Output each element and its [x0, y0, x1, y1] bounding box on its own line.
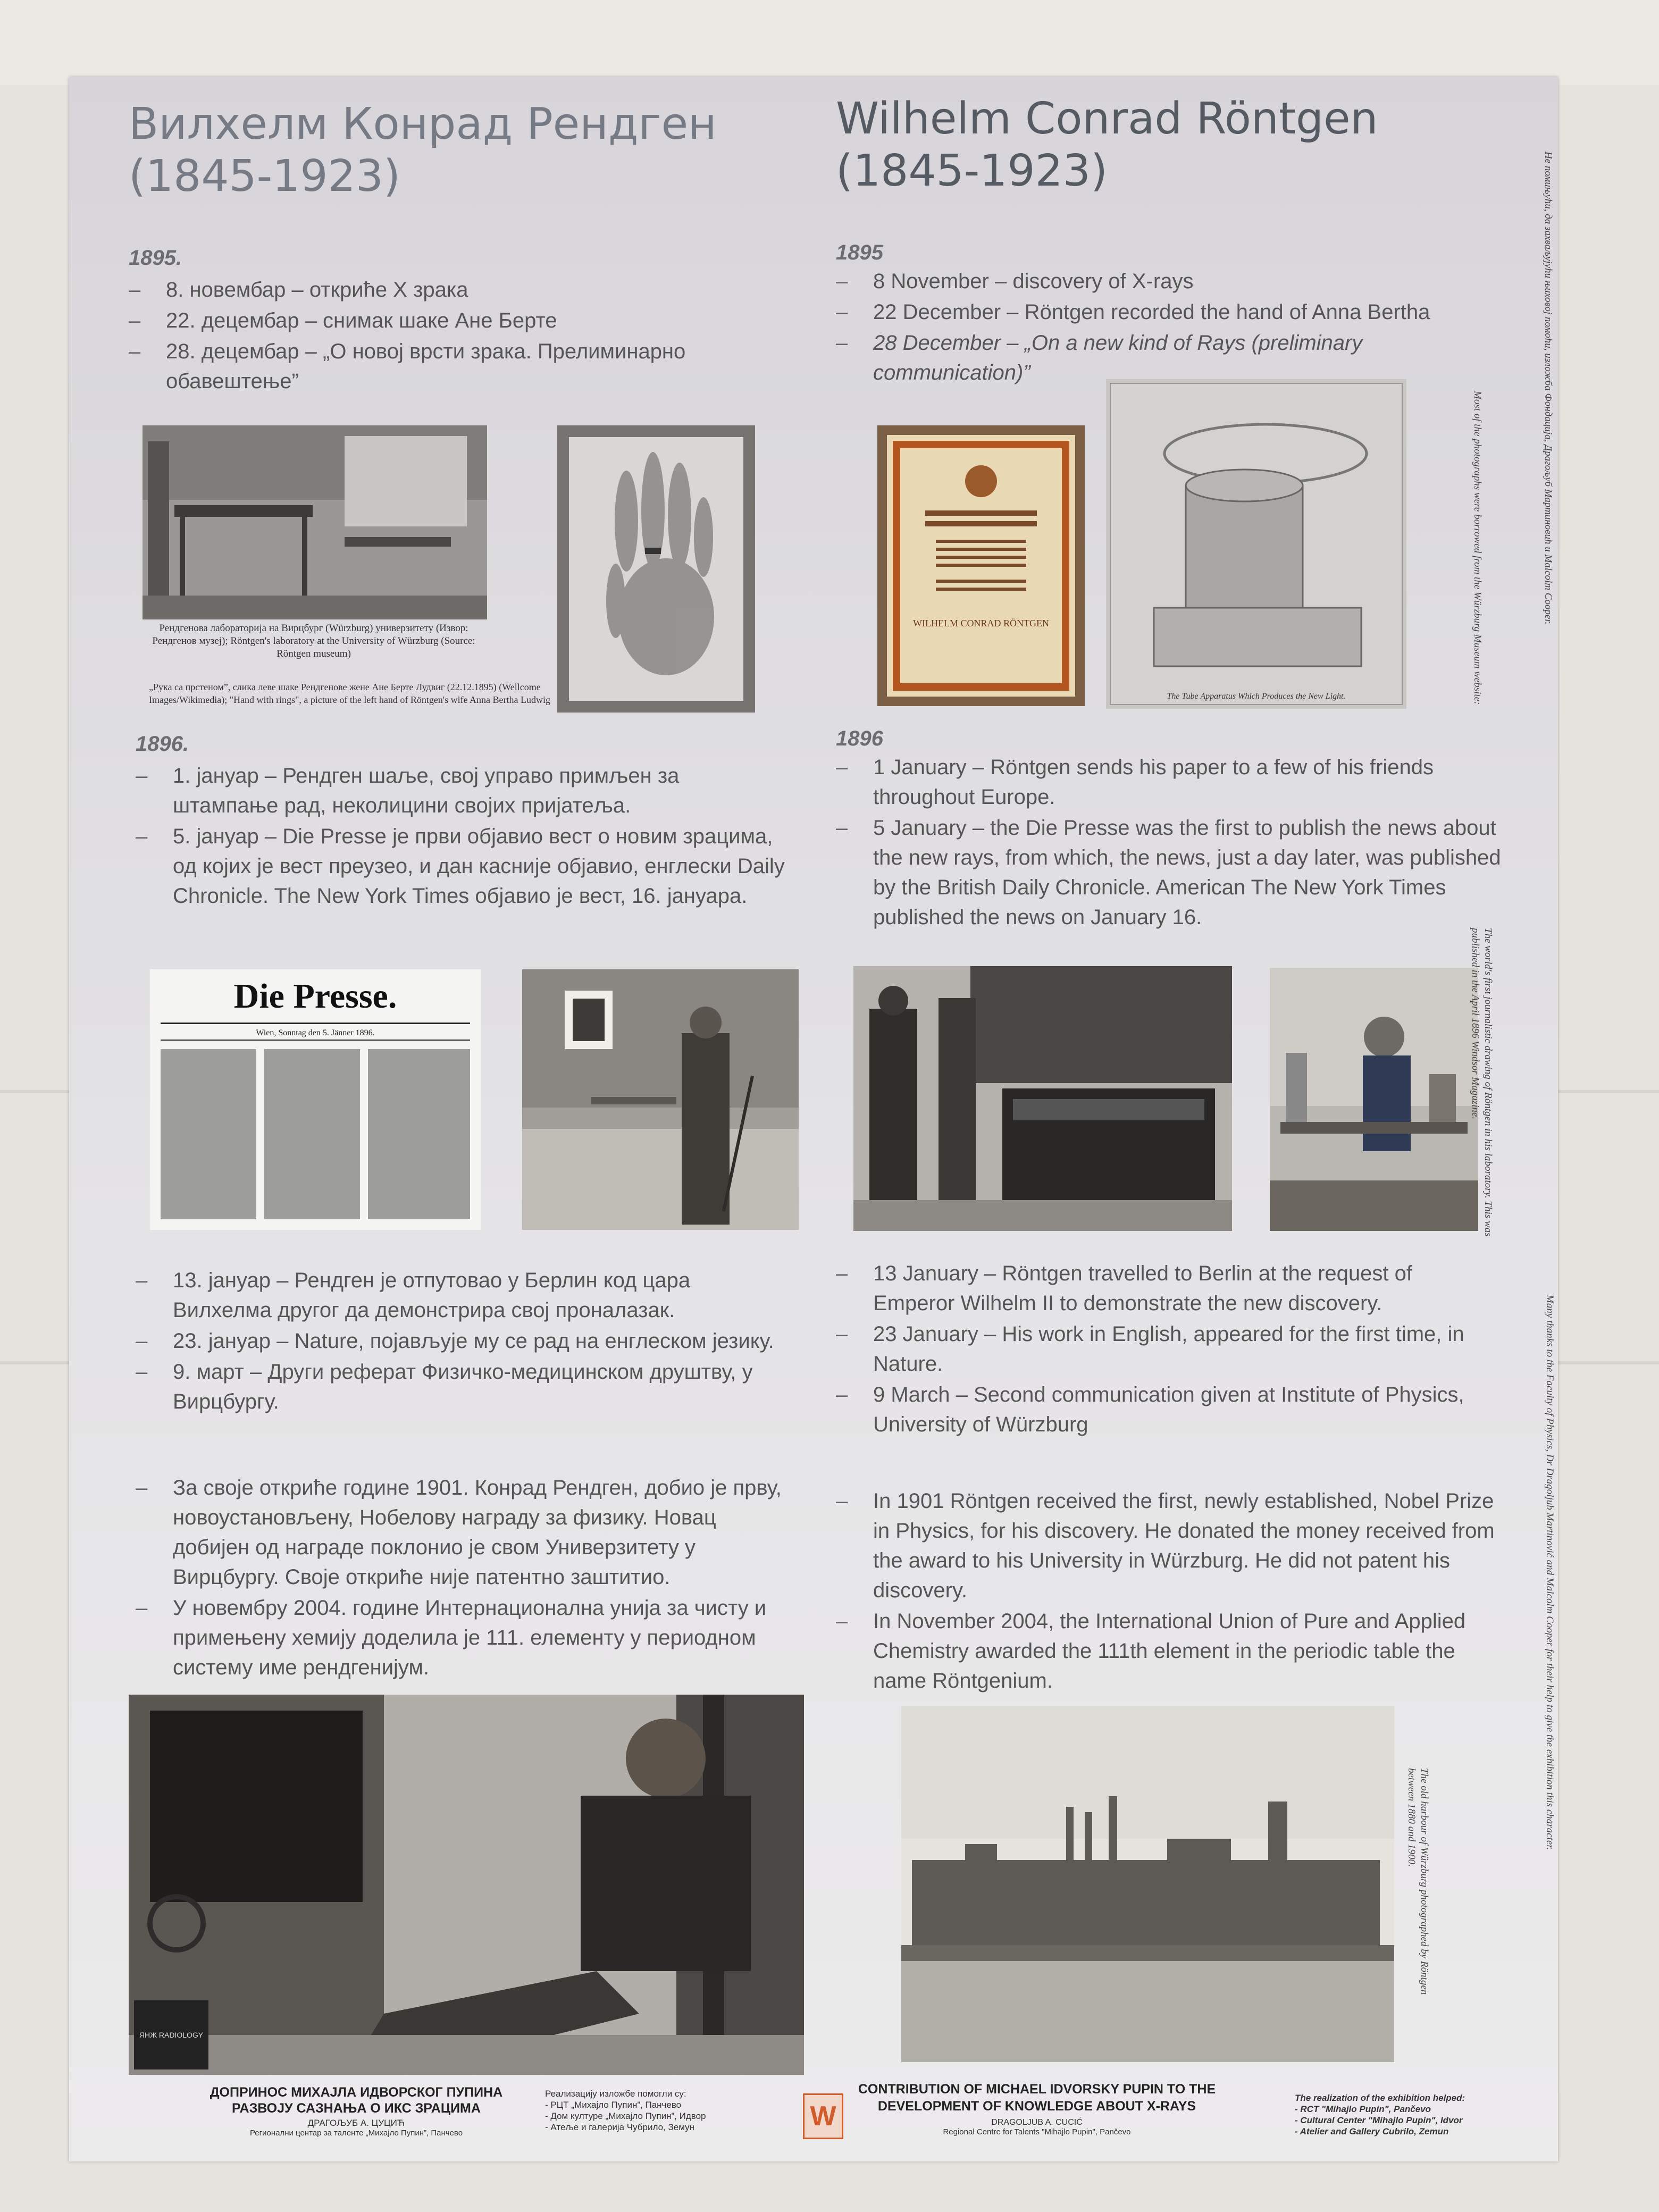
list-item: – In November 2004, the International Union of Pure and Applied Chemistry awarded the 111th element in the periodic table the name Röntgenium. — [836, 1606, 1495, 1696]
exhibition-logo: W — [803, 2093, 843, 2139]
list-item: – 5. јануар – Die Presse је први објавио вест о новим зрацима, од којих је вест преузео, и дан касније објавио, енглески Daily Chronicle. The New York Times објавио је вест, 16. јануара. — [136, 822, 790, 911]
vertical-note-museum: Most of the photographs were borrowed from the Würzburg Museum website: — [1472, 391, 1483, 705]
footer-org-en: Regional Centre for Talents "Mihajlo Pupin", Pančevo — [943, 2127, 1131, 2136]
list-item: – 1 January – Röntgen sends his paper to a few of his friends throughout Europe. — [836, 752, 1506, 812]
newspaper-date: Wien, Sonntag den 5. Jänner 1896. — [256, 1028, 375, 1037]
helpers-title: Реализацију изложбе помогли су: — [545, 2089, 686, 2099]
helper-item: - РЦТ „Михајло Пупин”, Панчево — [545, 2100, 682, 2110]
certificate-heading: WILHELM CONRAD RÖNTGEN — [913, 618, 1049, 629]
footer-author-en: DRAGOLJUB A. CUCIĆ — [991, 2118, 1083, 2127]
list-item: – In 1901 Röntgen received the first, newly established, Nobel Prize in Physics, for his discovery. He donated the money received from the award to his University in Würzburg. He did not patent his discovery. — [836, 1486, 1495, 1605]
list-nobel-en — [836, 1486, 1495, 1697]
photo-wurzburg-harbour — [901, 1706, 1394, 2062]
list-1896-en — [836, 752, 1506, 933]
photo-roentgen-outdoors — [522, 969, 799, 1230]
vertical-note-harbour: The old harbour of Würzburg photographed by Röntgen between 1880 and 1900. — [1406, 1768, 1430, 1995]
list-1896-sr — [136, 761, 790, 912]
helper-item: - Атеље и галерија Чубрило, Земун — [545, 2122, 694, 2132]
list-1895-en — [836, 266, 1495, 389]
list-item: – У новембру 2004. године Интернационална унија за чисту и примењену хемију доделила је 111. елементу у периодном систему име рендгенијум. — [136, 1593, 784, 1682]
footer-author-sr: ДРАГОЉУБ А. ЦУЦИЋ — [307, 2118, 405, 2128]
list-item: – 13 January – Röntgen travelled to Berlin at the request of Emperor Wilhelm II to demonstrate the new discovery. — [836, 1259, 1495, 1318]
year-1896-en: 1896 — [836, 727, 883, 750]
title-english: Wilhelm Conrad Röntgen (1845-1923) — [836, 94, 1378, 196]
title-serbian: Вилхелм Конрад Рендген (1845-1923) — [129, 99, 717, 202]
newspaper-masthead: Die Presse. — [233, 977, 397, 1016]
helper-item: - Дом културе „Михајло Пупин”, Идвор — [545, 2111, 706, 2121]
year-1895-en: 1895 — [836, 241, 883, 264]
list-item: – 9. март – Други реферат Физичко-медицинском друштву, у Вирцбургу. — [136, 1357, 784, 1417]
list-item: – За своје откриће године 1901. Конрад Рендген, добио је прву, новоустановљену, Нобелову награду за физику. Новац добијен од награде поклонио је свом Универзитету у Вирцбургу. Своје откриће није патентно заштитио. — [136, 1473, 784, 1592]
year-1896-sr: 1896. — [136, 732, 189, 756]
vertical-note-thanks: Many thanks to the Faculty of Physics, Dr Dragoljub Martinović and Malcolm Cooper for their help to give the exhibition this character. — [1544, 1295, 1555, 1850]
list-item: – 8. новембар – откриће Х зрака — [129, 275, 767, 305]
list-jan-en — [836, 1259, 1495, 1440]
helper-item: - Cultural Center "Mihajlo Pupin", Idvor — [1295, 2115, 1463, 2125]
caption-laboratory: Рендгенова лабораторија на Вирцбург (Würzburg) универзитету (Извор: Рендгенов музеј); Röntgen's laboratory at the University of Würzburg (Source: Röntgen museum) — [152, 623, 475, 659]
photo-roentgen-apparatus — [853, 966, 1232, 1231]
footer-org-sr: Регионални центар за таленте „Михајло Пупин”, Панчево — [249, 2129, 463, 2138]
footer-title-sr: ДОПРИНОС МИХАЈЛА ИДВОРСКОГ ПУПИНА РАЗВОЈУ САЗНАЊА О ИКС ЗРАЦИМА — [210, 2085, 503, 2116]
helpers-title: The realization of the exhibition helped: — [1295, 2093, 1465, 2103]
list-item: – 8 November – discovery of X-rays — [836, 266, 1495, 296]
footer-title-en: CONTRIBUTION OF MICHAEL IDVORSKY PUPIN TO THE DEVELOPMENT OF KNOWLEDGE ABOUT X-RAYS — [858, 2082, 1216, 2114]
list-item: – 28. децембар – „О новој врсти зрака. Прелиминарно обавештење” — [129, 337, 767, 396]
list-item: – 13. јануар – Рендген је отпутовао у Берлин код цара Вилхелма другог да демонстрира свој проналазак. — [136, 1266, 784, 1325]
wall-background — [0, 0, 1659, 85]
footer-helpers-en — [1295, 2092, 1539, 2137]
year-1895-sr: 1895. — [129, 246, 182, 270]
photo-tube-apparatus — [1106, 379, 1406, 709]
photo-roentgen-drawing — [1270, 968, 1478, 1231]
list-item: – 22. децембар – снимак шаке Ане Берте — [129, 306, 767, 336]
photo-roentgen-laboratory — [143, 425, 487, 619]
list-item: – 1. јануар – Рендген шаље, свој управо примљен за штампање рад, неколицини својих пријатеља. — [136, 761, 790, 820]
caption-tube: The Tube Apparatus Which Produces the New Light. — [1167, 692, 1346, 701]
list-item: – 5 January – the Die Presse was the first to publish the news about the new rays, from which, the news, just a day later, was published by the British Daily Chronicle. American The New York Times published the news on January 16. — [836, 813, 1506, 932]
photo-roentgen-portrait — [129, 1695, 804, 2075]
list-item: – 22 December – Röntgen recorded the hand of Anna Bertha — [836, 297, 1495, 327]
list-item: – 28 December – „On a new kind of Rays (preliminary communication)” — [836, 328, 1495, 388]
photo-hand-with-rings — [557, 425, 755, 713]
photo-nobel-certificate — [877, 425, 1085, 706]
list-item: – 23 January – His work in English, appeared for the first time, in Nature. — [836, 1319, 1495, 1379]
list-item: – 9 March – Second communication given at Institute of Physics, University of Würzburg — [836, 1380, 1495, 1439]
list-jan-sr — [136, 1266, 784, 1418]
helper-item: - RCT "Mihajlo Pupin", Pančevo — [1295, 2104, 1431, 2114]
footer-helpers-sr — [545, 2088, 811, 2133]
photo-die-presse-newspaper — [150, 969, 481, 1230]
vertical-note-top: Не помињући, да захваљујући њиховој помоћи, изложба Фондација, Драгољуб Мартиновић и Malcolm Cooper. — [1543, 152, 1554, 625]
exhibition-poster — [69, 77, 1558, 2161]
caption-hand: „Рука са прстеном”, слика леве шаке Рендгенове жене Ане Берте Лудвиг (22.12.1895) (Wellcome Images/Wikimedia); "Hand with rings", a picture of the left hand of Röntgen's wife Anna Bertha Ludwig — [149, 682, 551, 705]
radiology-logo: ЯНЖ RADIOLOGY — [134, 2000, 208, 2069]
list-1895-sr — [129, 275, 767, 397]
list-nobel-sr — [136, 1473, 784, 1683]
vertical-note-drawing: The world's first journalistic drawing of Röntgen in his laboratory. This was published in the April 1896 Windsor Magazine. — [1470, 928, 1494, 1237]
helper-item: - Atelier and Gallery Cubrilo, Zemun — [1295, 2126, 1449, 2136]
list-item: – 23. јануар – Nature, појављује му се рад на енглеском језику. — [136, 1326, 784, 1356]
